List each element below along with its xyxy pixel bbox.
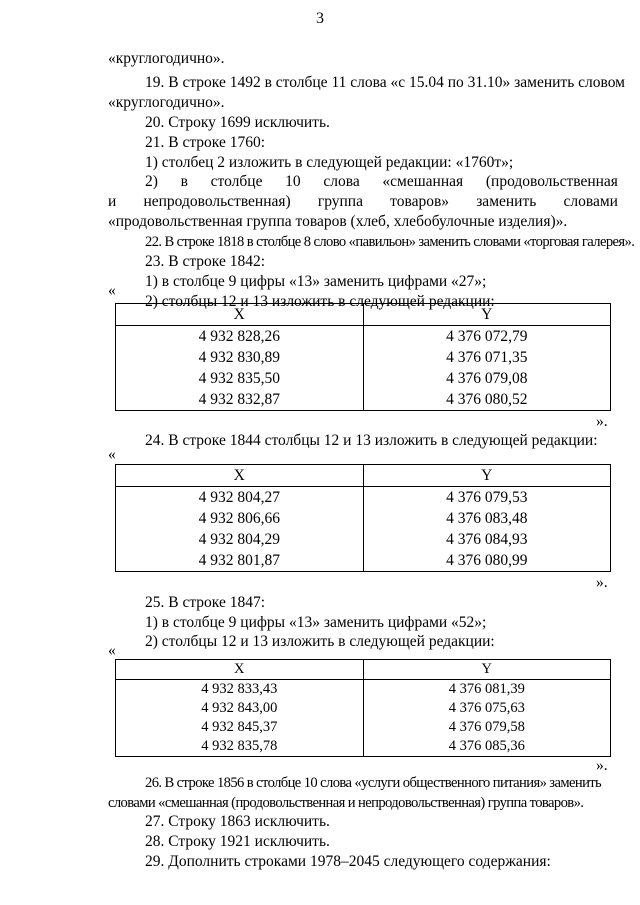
item-21-1: 1) столбец 2 изложить в следующей редакции: «1760т»; bbox=[145, 154, 514, 171]
table-cell: 4 932 828,26 bbox=[116, 326, 364, 348]
table-header-row bbox=[116, 465, 611, 487]
quote-open: « bbox=[108, 642, 116, 659]
table-row bbox=[116, 529, 611, 550]
text-line: словами «смешанная (продовольственная и непродовольственная) группа товаров». bbox=[108, 795, 584, 811]
quote-close: ». bbox=[596, 574, 608, 591]
table-cell: 4 376 080,99 bbox=[363, 550, 611, 572]
text-line: «круглогодично». bbox=[108, 50, 225, 67]
word: словами bbox=[563, 193, 618, 210]
table-cell: 4 376 079,58 bbox=[363, 718, 611, 737]
coordinates-table bbox=[115, 303, 611, 411]
word: слова bbox=[323, 173, 360, 190]
item-29: 29. Дополнить строками 1978–2045 следующего содержания: bbox=[145, 853, 551, 870]
column-header: X bbox=[116, 465, 364, 487]
page-number: 3 bbox=[316, 10, 324, 27]
table-row bbox=[116, 718, 611, 737]
word: непродовольственная) bbox=[143, 193, 291, 210]
item-21: 21. В строке 1760: bbox=[145, 134, 266, 151]
table-cell: 4 932 845,37 bbox=[116, 718, 364, 737]
coordinates-table bbox=[115, 464, 611, 572]
table-row bbox=[116, 508, 611, 529]
table-cell: 4 932 843,00 bbox=[116, 699, 364, 718]
word: в bbox=[180, 173, 188, 190]
quote-close: ». bbox=[596, 757, 608, 774]
table-cell: 4 376 079,53 bbox=[363, 487, 611, 509]
table-cell: 4 932 835,78 bbox=[116, 737, 364, 757]
quote-open: « bbox=[108, 446, 116, 463]
table-cell: 4 932 801,87 bbox=[116, 550, 364, 572]
table-row bbox=[116, 389, 611, 411]
table-row bbox=[116, 680, 611, 700]
table-cell: 4 932 804,29 bbox=[116, 529, 364, 550]
item-21-2-line bbox=[145, 173, 618, 191]
column-header: Y bbox=[363, 304, 611, 326]
table-cell: 4 376 083,48 bbox=[363, 508, 611, 529]
table-row bbox=[116, 699, 611, 718]
table-cell: 4 376 072,79 bbox=[363, 326, 611, 348]
item-22: 22. В строке 1818 в столбце 8 слово «павильон» заменить словами «торговая галерея». bbox=[145, 234, 635, 250]
item-24: 24. В строке 1844 столбцы 12 и 13 изложить в следующей редакции: bbox=[145, 432, 598, 449]
item-19: 19. В строке 1492 в столбце 11 слова «с 15.04 по 31.10» заменить словом bbox=[145, 74, 625, 91]
word: «смешанная bbox=[382, 173, 464, 190]
word: 10 bbox=[285, 173, 301, 190]
column-header: X bbox=[116, 660, 364, 680]
word: столбце bbox=[210, 173, 263, 190]
table-cell: 4 376 084,93 bbox=[363, 529, 611, 550]
table-cell: 4 932 806,66 bbox=[116, 508, 364, 529]
table-row bbox=[116, 550, 611, 572]
table-cell: 4 376 080,52 bbox=[363, 389, 611, 411]
item-21-2-line bbox=[108, 193, 618, 211]
column-header: X bbox=[116, 304, 364, 326]
column-header: Y bbox=[363, 660, 611, 680]
item-23-1: 1) в столбце 9 цифры «13» заменить цифрами «27»; bbox=[145, 273, 487, 290]
table-cell: 4 932 832,87 bbox=[116, 389, 364, 411]
table-row bbox=[116, 347, 611, 368]
item-23-2: 2) столбцы 12 и 13 изложить в следующей редакции: bbox=[145, 293, 495, 310]
item-23: 23. В строке 1842: bbox=[145, 253, 266, 270]
word: и bbox=[108, 193, 117, 210]
table-row bbox=[116, 737, 611, 757]
word: заменить bbox=[476, 193, 537, 210]
text-line: «круглогодично». bbox=[108, 94, 225, 111]
table-cell: 4 932 830,89 bbox=[116, 347, 364, 368]
table-row bbox=[116, 368, 611, 389]
quote-open: « bbox=[108, 282, 116, 299]
item-20: 20. Строку 1699 исключить. bbox=[145, 114, 330, 131]
table-cell: 4 932 833,43 bbox=[116, 680, 364, 700]
coordinates-table bbox=[115, 659, 611, 757]
item-25-1: 1) в столбце 9 цифры «13» заменить цифрами «52»; bbox=[145, 614, 487, 631]
item-26: 26. В строке 1856 в столбце 10 слова «услуги общественного питания» заменить bbox=[145, 775, 602, 791]
item-28: 28. Строку 1921 исключить. bbox=[145, 833, 330, 850]
word: 2) bbox=[145, 173, 158, 190]
table-row bbox=[116, 326, 611, 348]
quote-close: ». bbox=[596, 413, 608, 430]
text-line: «продовольственная группа товаров (хлеб, хлебобулочные изделия)». bbox=[108, 213, 568, 230]
table-cell: 4 376 085,36 bbox=[363, 737, 611, 757]
table-cell: 4 376 075,63 bbox=[363, 699, 611, 718]
table-header-row bbox=[116, 660, 611, 680]
table-cell: 4 376 079,08 bbox=[363, 368, 611, 389]
table-header-row bbox=[116, 304, 611, 326]
table-cell: 4 376 081,39 bbox=[363, 680, 611, 700]
table-cell: 4 932 835,50 bbox=[116, 368, 364, 389]
column-header: Y bbox=[363, 465, 611, 487]
table-row bbox=[116, 487, 611, 509]
item-25: 25. В строке 1847: bbox=[145, 594, 266, 611]
item-27: 27. Строку 1863 исключить. bbox=[145, 813, 330, 830]
word: группа bbox=[317, 193, 363, 210]
table-cell: 4 932 804,27 bbox=[116, 487, 364, 509]
word: товаров» bbox=[390, 193, 450, 210]
item-25-2: 2) столбцы 12 и 13 изложить в следующей редакции: bbox=[145, 633, 495, 650]
word: (продовольственная bbox=[485, 173, 618, 190]
table-cell: 4 376 071,35 bbox=[363, 347, 611, 368]
